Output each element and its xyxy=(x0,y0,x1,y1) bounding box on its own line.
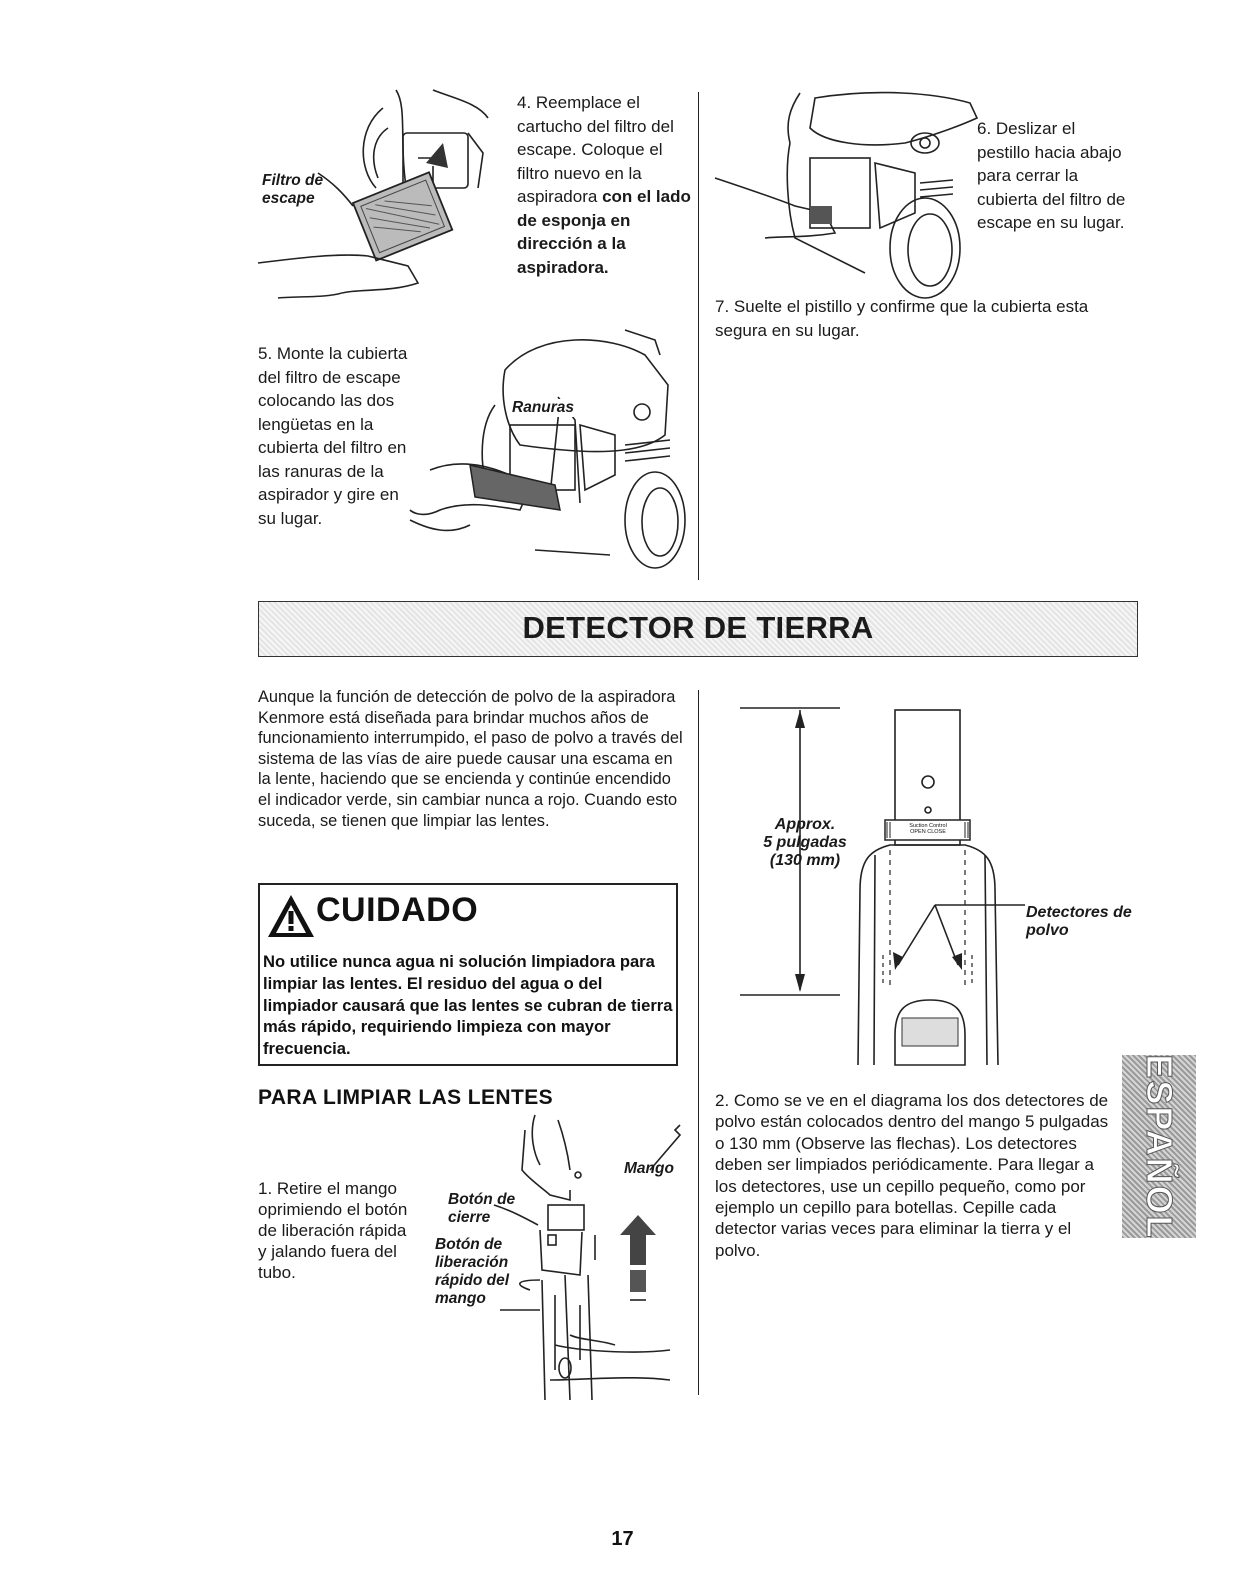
language-side-tab xyxy=(1122,1055,1196,1238)
step4-intro: 4. Reemplace el cartucho del filtro del escape. Coloque el filtro nuevo en la aspiradora xyxy=(517,93,674,206)
boton-liberacion-label: Botón de liberación rápido del mango xyxy=(435,1236,510,1307)
step5-text: 5. Monte la cubierta del filtro de escape colocando las dos lengüetas en la cubierta del filtro en las ranuras de la aspirador y gire en su lugar. xyxy=(258,344,408,528)
step4-bold: con el lado de esponja en dirección a la aspiradora. xyxy=(517,187,691,277)
filter-illustration xyxy=(258,88,498,318)
latch-illustration xyxy=(715,88,985,288)
switch-label xyxy=(888,823,968,835)
slots-illustration xyxy=(410,325,690,575)
boton-cierre-label: Botón de cierre xyxy=(448,1191,516,1226)
page-number: 17 xyxy=(611,1528,634,1550)
slots-label: Ranuras xyxy=(512,399,575,416)
column-divider-top xyxy=(698,92,699,580)
banner-title: DETECTOR DE TIERRA xyxy=(522,610,874,645)
approx-text: Approx. xyxy=(774,816,836,833)
caution-title: CUIDADO xyxy=(316,891,479,929)
detectors-label: Detectores de polvo xyxy=(1026,904,1132,939)
step1-text: 1. Retire el mango oprimiendo el botón de liberación rápida y jalando fuera del tubo. xyxy=(258,1179,408,1282)
mango-label: Mango xyxy=(624,1160,674,1177)
side-tab-text: ESPAÑOL xyxy=(1139,1053,1180,1240)
inches-text: 5 pulgadas xyxy=(763,834,847,851)
approx-label xyxy=(735,816,875,870)
intro-paragraph: Aunque la función de detección de polvo de la aspiradora Kenmore está diseñada para brindar muchos años de funcionamiento interrumpido, el paso de polvo a través del sistema de las vías de aire puede causar una escama en la lente, haciendo que se encienda y continúe encendido el indicador verde, sin cambiar nunca a rojo. Cuando esto suceda, se tienen que limpiar las lentes. xyxy=(258,688,683,830)
step2-text: 2. Como se ve en el diagrama los dos detectores de polvo están colocados dentro del mango 5 pulgadas o 130 mm (Observe las flechas). Los detectores deben ser limpiados periódicamente. Para llegar a los detectores, use un cepillo pequeño, como por ejemplo un cepillo para botellas. Cepille cada detector varias veces para eliminar la tierra y el polvo. xyxy=(715,1091,1109,1260)
step7-text: 7. Suelte el pistillo y confirme que la cubierta esta segura en su lugar. xyxy=(715,297,1089,340)
column-divider-bottom xyxy=(698,690,699,1395)
caution-body: No utilice nunca agua ni solución limpiadora para limpiar las lentes. El residuo del agua o del limpiador causará que las lentes se cubran de tierra más rápido, requiriendo limpieza con mayor frecuencia. xyxy=(263,952,673,1059)
step4-text xyxy=(517,91,695,279)
filter-label: Filtro de escape xyxy=(262,172,324,207)
mm-text: (130 mm) xyxy=(769,852,841,869)
caution-box xyxy=(258,883,678,1066)
switch-label-bottom: OPEN CLOSE xyxy=(910,829,946,835)
step6-text: 6. Deslizar el pestillo hacia abajo para cerrar la cubierta del filtro de escape en su lugar. xyxy=(977,119,1126,232)
clean-lenses-heading: PARA LIMPIAR LAS LENTES xyxy=(258,1086,554,1109)
switch-label-top: Suction Control xyxy=(909,823,947,829)
detector-diagram xyxy=(740,700,1040,1090)
warning-icon xyxy=(266,893,316,939)
section-banner xyxy=(258,601,1138,657)
